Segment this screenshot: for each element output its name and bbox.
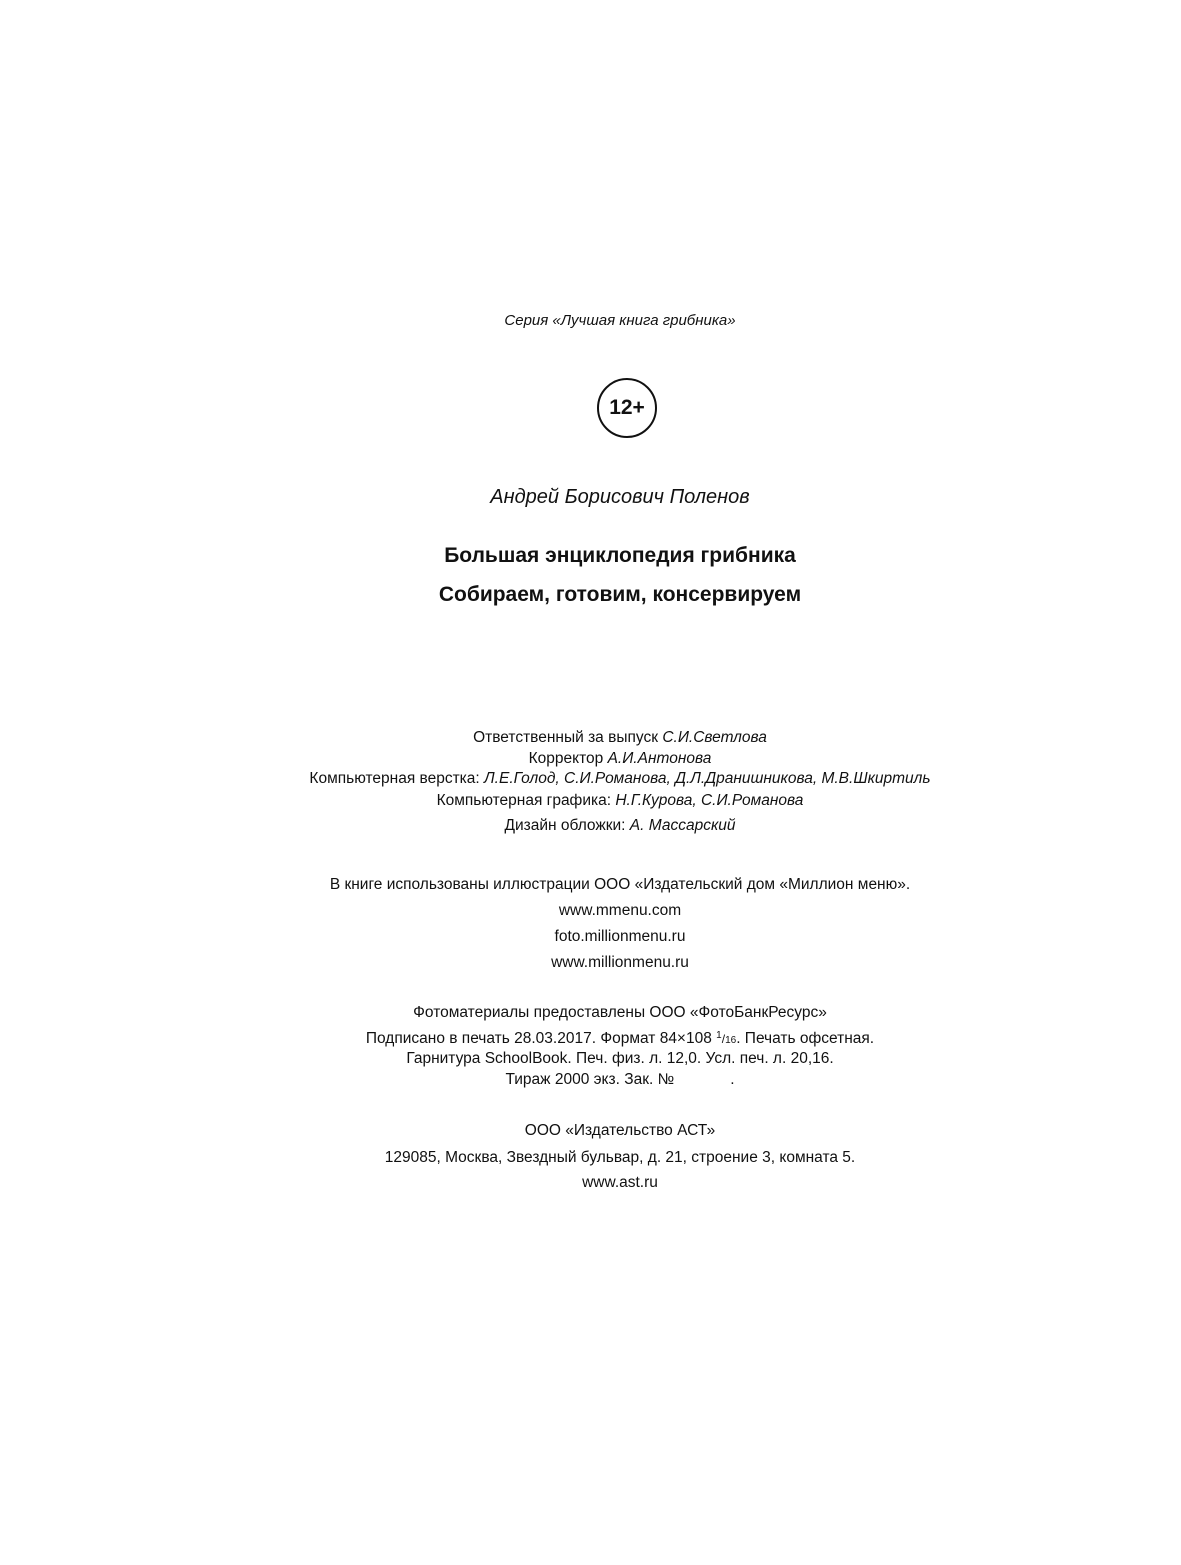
author-name: Андрей Борисович Поленов — [490, 486, 750, 508]
credit-name: С.И.Светлова — [662, 729, 767, 746]
credit-graphics — [0, 792, 1181, 810]
illustrations-site: www.millionmenu.ru — [551, 954, 689, 971]
credit-label: Дизайн обложки: — [504, 817, 626, 834]
photo-note: Фотоматериалы предоставлены ООО «ФотоБанкРесурс» — [413, 1004, 827, 1021]
illustrations-site: www.mmenu.com — [558, 902, 682, 919]
illustrations-note: В книге использованы иллюстрации ООО «Издательский дом «Миллион меню». — [329, 876, 911, 893]
signed-to-print — [0, 1030, 1181, 1048]
circulation-info: Тираж 2000 экз. Зак. № . — [505, 1071, 735, 1088]
credit-name: Н.Г.Курова, С.И.Романова — [615, 792, 804, 809]
signed-suffix: . Печать офсетная. — [736, 1030, 875, 1047]
format-numerator: 1 — [716, 1030, 722, 1041]
series-name: Серия «Лучшая книга грибника» — [504, 312, 736, 329]
credit-label: Корректор — [528, 750, 604, 767]
credit-name: Л.Е.Голод, С.И.Романова, Д.Л.Дранишникова, М.В.Шкиртиль — [484, 770, 931, 787]
publisher-name: ООО «Издательство АСТ» — [524, 1122, 716, 1139]
credit-layout — [0, 770, 1181, 788]
credit-label: Ответственный за выпуск — [473, 729, 658, 746]
typeface-info: Гарнитура SchoolBook. Печ. физ. л. 12,0. Усл. печ. л. 20,16. — [406, 1050, 834, 1067]
credit-label: Компьютерная верстка: — [309, 770, 480, 787]
book-title: Большая энциклопедия грибника — [444, 544, 796, 567]
signed-prefix: Подписано в печать 28.03.2017. Формат 84×108 — [365, 1030, 717, 1047]
credit-label: Компьютерная графика: — [436, 792, 612, 809]
credit-corrector — [0, 750, 1181, 768]
credit-responsible — [0, 729, 1181, 747]
publisher-address: 129085, Москва, Звездный бульвар, д. 21, строение 3, комната 5. — [384, 1149, 856, 1166]
book-subtitle: Собираем, готовим, консервируем — [438, 583, 802, 606]
age-rating-label: 12+ — [609, 396, 645, 419]
illustrations-site: foto.millionmenu.ru — [554, 928, 686, 945]
format-denominator: 16 — [725, 1035, 737, 1046]
publisher-site: www.ast.ru — [582, 1174, 658, 1191]
format-slash: / — [721, 1032, 726, 1046]
age-rating-badge — [597, 378, 657, 438]
credit-name: А. Массарский — [629, 817, 736, 834]
credit-name: А.И.Антонова — [607, 750, 712, 767]
credit-cover-design — [0, 817, 1181, 835]
